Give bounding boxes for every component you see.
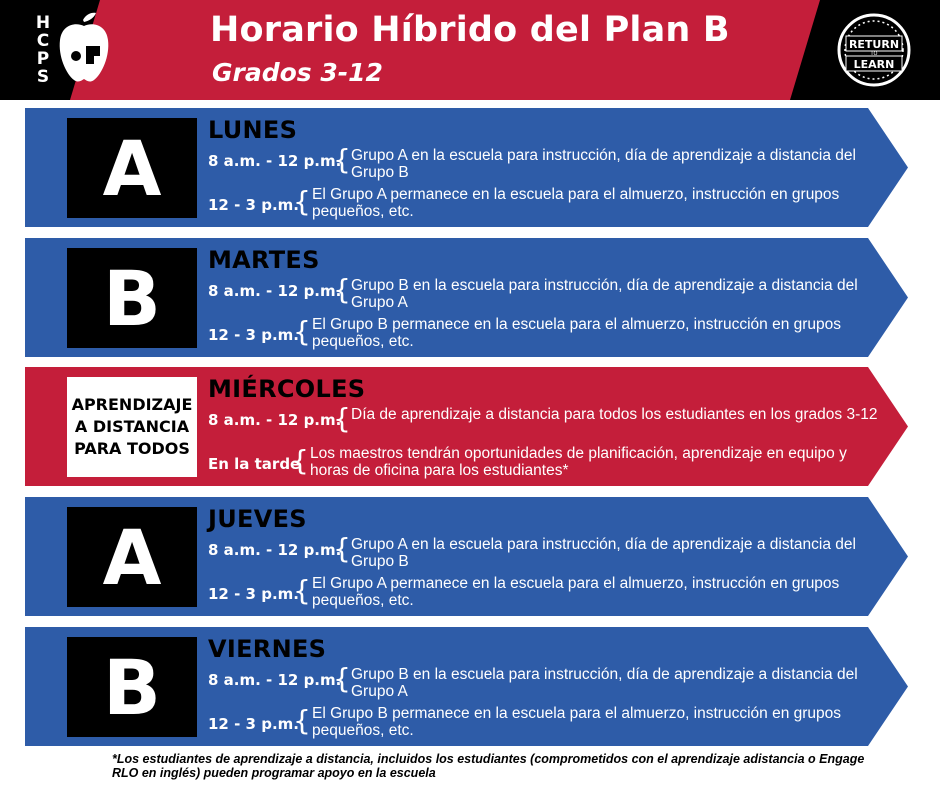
badge-to-text: TO — [870, 51, 878, 57]
brace-icon: { — [333, 662, 351, 695]
slot-time-morning: 8 a.m. - 12 p.m. — [208, 411, 342, 429]
page-subtitle: Grados 3-12 — [212, 58, 383, 87]
group-letter-box: B — [67, 637, 197, 737]
remote-line-2: A DISTANCIA — [74, 417, 190, 436]
badge-return-text: RETURN — [848, 38, 900, 51]
remote-line-1: APRENDIZAJE — [71, 395, 193, 414]
slot-text-afternoon: Los maestros tendrán oportunidades de planificación, aprendizaje en equipo y horas de oficina para los estudiantes* — [310, 445, 847, 479]
slot-time-afternoon: 12 - 3 p.m. — [208, 326, 299, 344]
badge-learn-text: LEARN — [853, 58, 895, 71]
day-name: VIERNES — [208, 635, 327, 663]
slot-text-morning: Grupo B en la escuela para instrucción, día de aprendizaje a distancia del Grupo A — [351, 666, 858, 700]
slot-time-morning: 8 a.m. - 12 p.m. — [208, 152, 342, 170]
slot-text-afternoon: El Grupo B permanece en la escuela para el almuerzo, instrucción en grupos pequeños, etc. — [312, 316, 842, 350]
brace-icon: { — [291, 444, 309, 477]
brace-icon: { — [333, 143, 351, 176]
slot-time-afternoon: En la tarde — [208, 455, 301, 473]
slot-text-afternoon: El Grupo A permanece en la escuela para el almuerzo, instrucción en grupos pequeños, etc. — [312, 186, 840, 220]
day-name: LUNES — [208, 116, 298, 144]
remote-for-all-box — [67, 377, 197, 477]
page-title: Horario Híbrido del Plan B — [210, 10, 730, 50]
brace-icon: { — [333, 532, 351, 565]
slot-text-morning: Grupo B en la escuela para instrucción, día de aprendizaje a distancia del Grupo A — [351, 277, 858, 311]
slot-time-afternoon: 12 - 3 p.m. — [208, 196, 299, 214]
group-letter-box: A — [67, 507, 197, 607]
brace-icon: { — [333, 402, 351, 435]
day-name: JUEVES — [208, 505, 307, 533]
day-row-thursday — [25, 497, 908, 616]
header-banner — [0, 0, 940, 100]
day-name: MIÉRCOLES — [208, 375, 366, 403]
slot-time-morning: 8 a.m. - 12 p.m. — [208, 541, 342, 559]
brace-icon: { — [333, 273, 351, 306]
brace-icon: { — [293, 574, 311, 607]
brace-icon: { — [293, 315, 311, 348]
brace-icon: { — [293, 185, 311, 218]
day-row-wednesday — [25, 367, 908, 486]
slot-text-morning: Grupo A en la escuela para instrucción, día de aprendizaje a distancia del Grupo B — [351, 536, 856, 570]
hcps-logo-text: H C P S — [35, 13, 51, 87]
slot-time-morning: 8 a.m. - 12 p.m. — [208, 671, 342, 689]
slot-text-morning: Grupo A en la escuela para instrucción, día de aprendizaje a distancia del Grupo B — [351, 147, 856, 181]
slot-text-afternoon: El Grupo B permanece en la escuela para el almuerzo, instrucción en grupos pequeños, etc. — [312, 705, 842, 739]
apple-logo-icon — [56, 12, 112, 88]
slot-time-morning: 8 a.m. - 12 p.m. — [208, 282, 342, 300]
slot-time-afternoon: 12 - 3 p.m. — [208, 715, 299, 733]
slot-text-morning: Día de aprendizaje a distancia para todos los estudiantes en los grados 3-12 — [351, 406, 878, 423]
slot-time-afternoon: 12 - 3 p.m. — [208, 585, 299, 603]
day-row-friday — [25, 627, 908, 746]
return-to-learn-badge — [836, 12, 912, 88]
remote-line-3: PARA TODOS — [74, 439, 190, 458]
day-row-tuesday — [25, 238, 908, 357]
day-row-monday — [25, 108, 908, 227]
brace-icon: { — [293, 704, 311, 737]
slot-text-afternoon: El Grupo A permanece en la escuela para el almuerzo, instrucción en grupos pequeños, etc. — [312, 575, 840, 609]
group-letter-box: B — [67, 248, 197, 348]
footnote: *Los estudiantes de aprendizaje a distancia, incluidos los estudiantes (comprometidos con el aprendizaje adistancia o Engage RLO en inglés) pueden programar apoyo en la escuela — [112, 752, 865, 780]
day-name: MARTES — [208, 246, 320, 274]
group-letter-box: A — [67, 118, 197, 218]
